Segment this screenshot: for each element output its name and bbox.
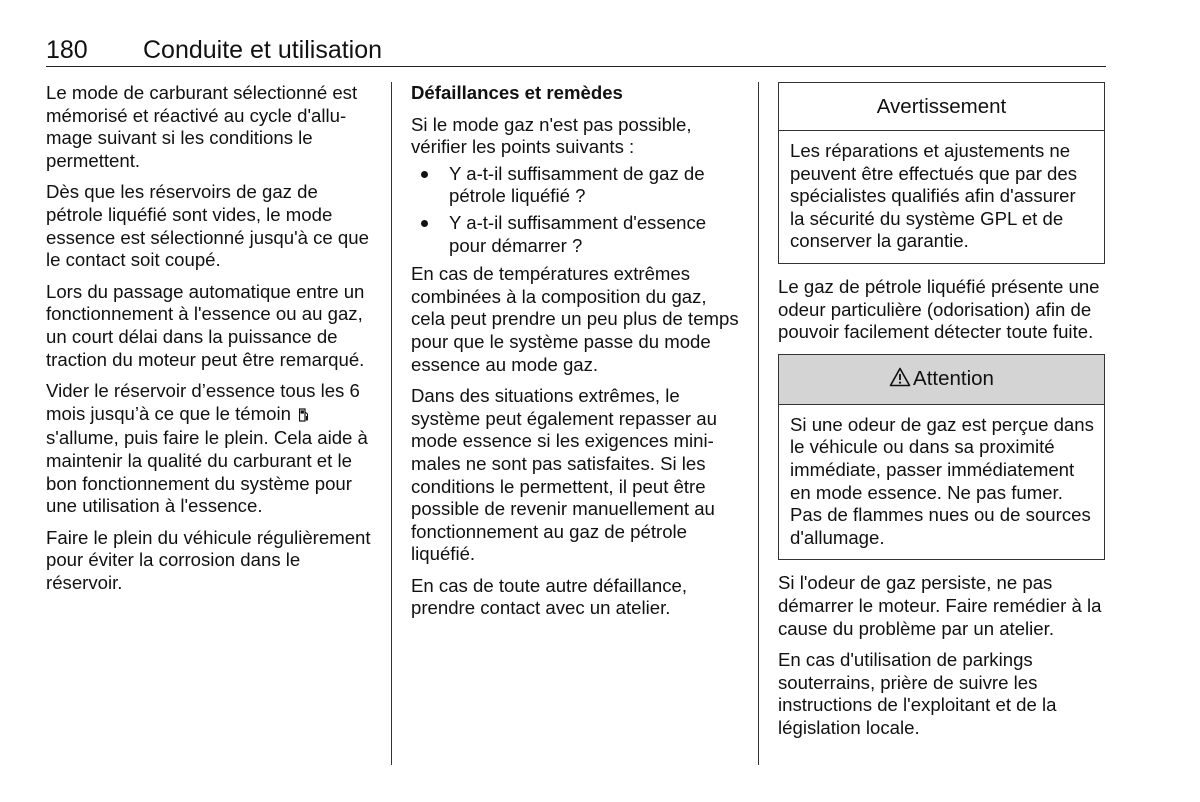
attention-box-title: Attention	[913, 366, 994, 390]
paragraph-extreme-temperatures: En cas de températures extrêmes combinées à la composition du gaz, cela peut prendre un peu plus de temps pour que le système passe du mode essence au mode gaz.	[411, 263, 739, 375]
chapter-title: Conduite et utilisation	[143, 36, 383, 64]
fuel-pump-icon	[299, 405, 309, 428]
attention-box-body: Si une odeur de gaz est perçue dans le véhicule ou dans sa proximité immédiate, passer immédiatement en mode essence. Ne pas fumer. Pas de flammes nues ou de sources d'allumage.	[790, 413, 1094, 548]
paragraph-fuel-mode-memory: Le mode de carburant sélectionné est mémorisé et réactivé au cycle d'allumage suivant si les conditions le permettent.	[46, 82, 358, 171]
paragraph-empty-petrol-tank	[46, 380, 376, 518]
list-item-text: Y a-t-il suffisamment d'essence pour démarrer ?	[449, 211, 707, 256]
paragraph-underground-parking: En cas d'utilisation de parkings souterrains, prière de suivre les instructions de l'exploitant et de la législation locale.	[778, 649, 1057, 738]
paragraph-gas-odor: Le gaz de pétrole liquéfié présente une odeur particulière (odorisation) afin de pouvoir facilement détecter toute fuite.	[778, 275, 1100, 343]
bullet-icon	[421, 220, 428, 227]
column-right	[778, 82, 1105, 748]
warning-triangle-icon	[889, 367, 911, 393]
paragraph-odor-persists: Si l'odeur de gaz persiste, ne pas démarrer le moteur. Faire remédier à la cause du problème par un atelier.	[778, 572, 1102, 639]
column-left	[46, 82, 376, 603]
paragraph-text-end: s'allume, puis faire le plein. Cela aide à maintenir la qualité du carburant et le bon fonctionnement du système pour une utilisation à l'essence.	[46, 427, 368, 517]
paragraph-other-failure: En cas de toute autre défaillance, prendre contact avec un atelier.	[411, 574, 687, 619]
column-divider-left	[391, 82, 392, 765]
page-header	[46, 36, 1106, 67]
attention-box	[778, 354, 1105, 561]
page-number: 180	[46, 36, 88, 64]
paragraph-tanks-empty: Dès que les réservoirs de gaz de pétrole liquéfié sont vides, le mode essence est sélectionné jusqu'à ce que le contact soit coupé.	[46, 181, 369, 271]
paragraph-intro: Si le mode gaz n'est pas possible, vérifier les points suivants :	[411, 113, 692, 158]
warning-box	[778, 82, 1105, 264]
list-item-text: Y a-t-il suffisamment de gaz de pétrole liquéfié ?	[449, 162, 705, 207]
list-item	[411, 163, 741, 208]
checklist	[411, 163, 741, 257]
column-middle	[411, 82, 741, 629]
warning-box-body: Les réparations et ajustements ne peuvent être effectués que par des spécialistes qualifiés afin d'assurer la sécurité du système GPL et de conserver la garantie.	[790, 140, 1078, 252]
paragraph-extreme-situations: Dans des situations extrêmes, le système peut également repasser au mode essence si les exigences minimales ne sont pas satisfaites. Si les conditions le permettent, il peut être possible de revenir manuellement au fonctionnement au gaz de pétrole liquéfié.	[411, 385, 717, 565]
paragraph-auto-switch: Lors du passage automatique entre un fonctionnement à l'essence ou au gaz, un court délai dans la puissance de traction du moteur peut être remarqué.	[46, 280, 365, 370]
paragraph-refuel-regularly: Faire le plein du véhicule régulièrement pour éviter la corrosion dans le réservoir.	[46, 526, 371, 593]
paragraph-text-start: Vider le réservoir d’essence tous les 6 mois jusqu’à ce que le témoin	[46, 380, 360, 424]
list-item	[411, 212, 741, 257]
column-divider-right	[758, 82, 759, 765]
attention-box-header	[779, 355, 1104, 405]
warning-box-title: Avertissement	[779, 83, 1104, 131]
section-heading: Défaillances et remèdes	[411, 82, 623, 103]
bullet-icon	[421, 171, 428, 178]
